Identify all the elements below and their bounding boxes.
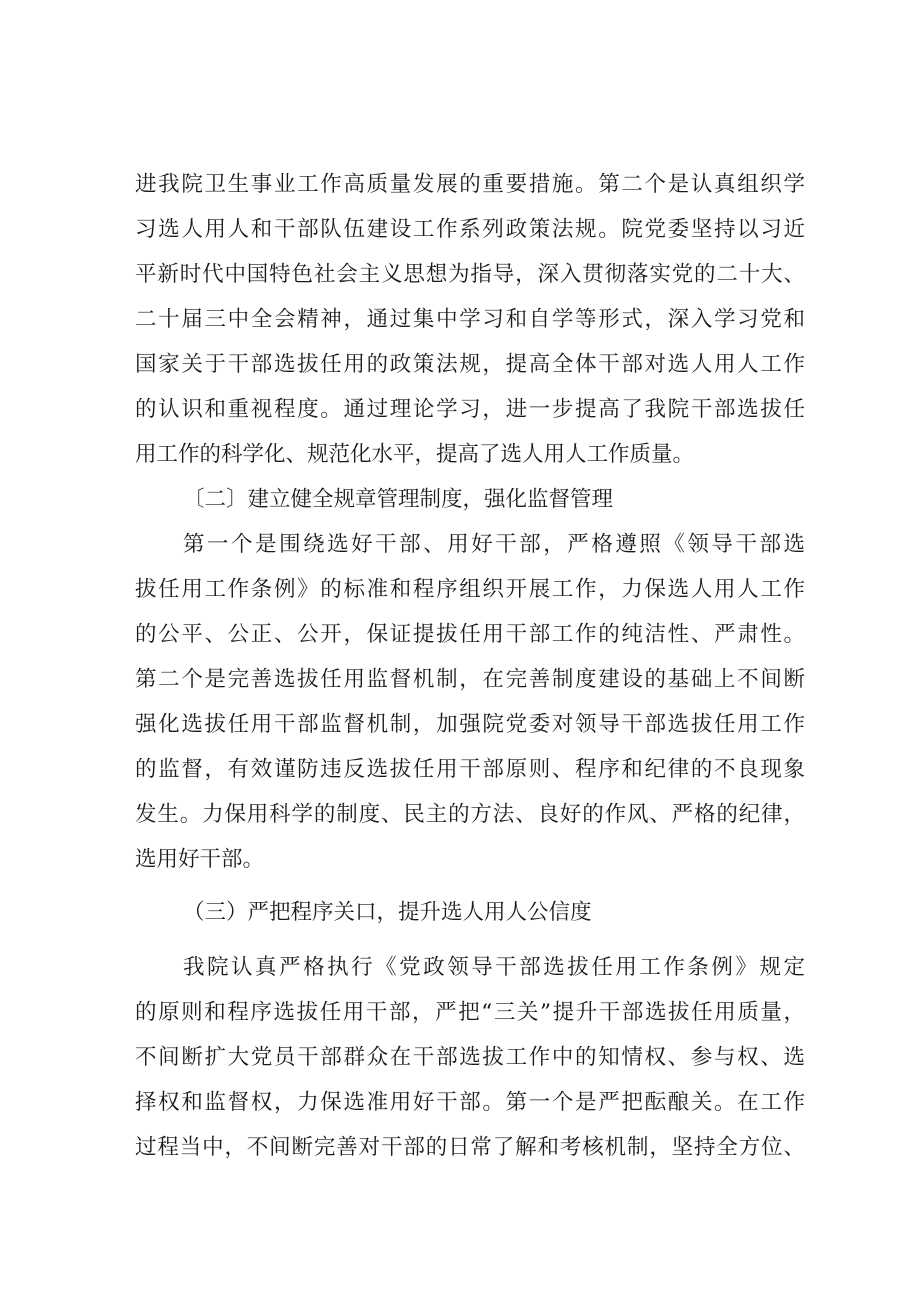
paragraph-2-line-2: 拔任用工作条例》的标准和程序组织开展工作，力保选人用人工作 bbox=[135, 577, 805, 602]
paragraph-2-line-6: 的监督，有效谨防违反选拔任用干部原则、程序和纪律的不良现象 bbox=[135, 757, 805, 782]
paragraph-1-line-7: 用工作的科学化、规范化水平，提高了选人用人工作质量。 bbox=[135, 442, 695, 467]
paragraph-2-line-7: 发生。力保用科学的制度、民主的方法、良好的作风、严格的纪律， bbox=[135, 802, 805, 827]
paragraph-3-line-5: 过程当中，不间断完善对干部的日常了解和考核机制，坚持全方位、 bbox=[135, 1135, 805, 1160]
paragraph-3-line-3: 不间断扩大党员干部群众在干部选拔工作中的知情权、参与权、选 bbox=[135, 1045, 805, 1070]
paragraph-2-line-8: 选用好干部。 bbox=[135, 847, 265, 872]
paragraph-3-line-2: 的原则和程序选拔任用干部，严把“三关”提升干部选拔任用质量， bbox=[135, 1000, 805, 1025]
paragraph-1-line-3: 平新时代中国特色社会主义思想为指导，深入贯彻落实党的二十大、 bbox=[135, 262, 805, 287]
section-heading-2: 〔二〕建立健全规章管理制度，强化监督管理 bbox=[183, 487, 614, 512]
paragraph-1-line-2: 习选人用人和干部队伍建设工作系列政策法规。院党委坚持以习近 bbox=[135, 217, 805, 242]
paragraph-1-line-4: 二十届三中全会精神，通过集中学习和自学等形式，深入学习党和 bbox=[135, 307, 805, 332]
paragraph-3-line-1: 我院认真严格执行《党政领导干部选拔任用工作条例》规定 bbox=[183, 955, 805, 980]
paragraph-3-line-4: 择权和监督权，力保选准用好干部。第一个是严把酝酿关。在工作 bbox=[135, 1090, 805, 1115]
paragraph-2-line-1: 第一个是围绕选好干部、用好干部，严格遵照《领导干部选 bbox=[183, 532, 805, 557]
paragraph-1-line-5: 国家关于干部选拔任用的政策法规，提高全体干部对选人用人工作 bbox=[135, 352, 805, 377]
paragraph-2-line-3: 的公平、公正、公开，保证提拔任用干部工作的纯洁性、严肃性。 bbox=[135, 622, 805, 647]
paragraph-1-line-6: 的认识和重视程度。通过理论学习，进一步提高了我院干部选拔任 bbox=[135, 397, 805, 422]
paragraph-2-line-5: 强化选拔任用干部监督机制，加强院党委对领导干部选拔任用工作 bbox=[135, 712, 805, 737]
paragraph-2-line-4: 第二个是完善选拔任用监督机制，在完善制度建设的基础上不间断 bbox=[135, 667, 805, 692]
paragraph-1-line-1: 进我院卫生事业工作高质量发展的重要措施。第二个是认真组织学 bbox=[135, 172, 805, 197]
section-heading-3: （三）严把程序关口，提升选人用人公信度 bbox=[183, 900, 592, 925]
